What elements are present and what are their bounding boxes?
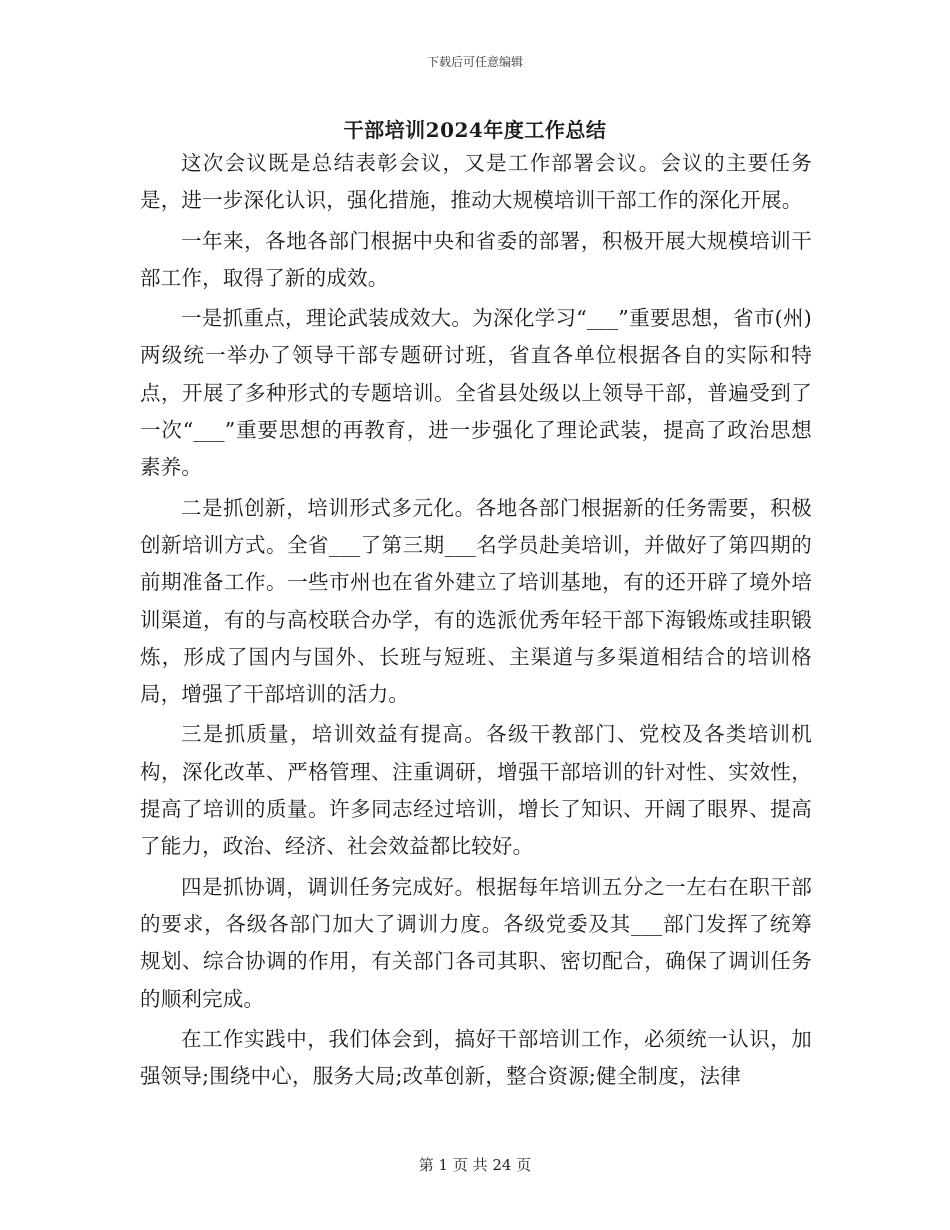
paragraph-intro: 这次会议既是总结表彰会议，又是工作部署会议。会议的主要任务是，进一步深化认识，强化措施，推动大规模培训干部工作的深化开展。	[140, 151, 812, 213]
paragraph-overview: 一年来，各地各部门根据中央和省委的部署，积极开展大规模培训干部工作，取得了新的成效。	[140, 228, 812, 290]
paragraph-point-2: 二是抓创新，培训形式多元化。各地各部门根据新的任务需要，积极创新培训方式。全省___了第三期___名学员赴美培训，并做好了第四期的前期准备工作。一些市州也在省外建立了培训基地，有的还开辟了境外培训渠道，有的与高校联合办学，有的选派优秀年轻干部下海锻炼或挂职锻炼，形成了国内与国外、长班与短班、主渠道与多渠道相结合的培训格局，增强了干部培训的活力。	[140, 495, 812, 707]
document-body	[140, 145, 812, 1098]
paragraph-point-3: 三是抓质量，培训效益有提高。各级干教部门、党校及各类培训机构，深化改革、严格管理、注重调研，增强干部培训的针对性、实效性，提高了培训的质量。许多同志经过培训，增长了知识、开阔了眼界、提高了能力，政治、经济、社会效益都比较好。	[140, 722, 812, 859]
paragraph-point-4: 四是抓协调，调训任务完成好。根据每年培训五分之一左右在职干部的要求，各级各部门加大了调训力度。各级党委及其___部门发挥了统筹规划、综合协调的作用，有关部门各司其职、密切配合，确保了调训任务的顺利完成。	[140, 874, 812, 1011]
paragraph-experience: 在工作实践中，我们体会到，搞好干部培训工作，必须统一认识，加强领导;围绕中心，服务大局;改革创新，整合资源;健全制度，法律	[140, 1026, 812, 1089]
document-title: 干部培训2024年度工作总结	[343, 118, 607, 142]
paragraph-point-1: 一是抓重点，理论武装成效大。为深化学习“___”重要思想，省市(州)两级统一举办了领导干部专题研讨班，省直各单位根据各自的实际和特点，开展了多种形式的专题培训。全省县处级以上领导干部，普遍受到了一次“___”重要思想的再教育，进一步强化了理论武装，提高了政治思想素养。	[140, 306, 812, 480]
page-header-note: 下载后可任意编辑	[426, 55, 523, 69]
page-footer-number: 第 1 页 共 24 页	[418, 1156, 532, 1174]
